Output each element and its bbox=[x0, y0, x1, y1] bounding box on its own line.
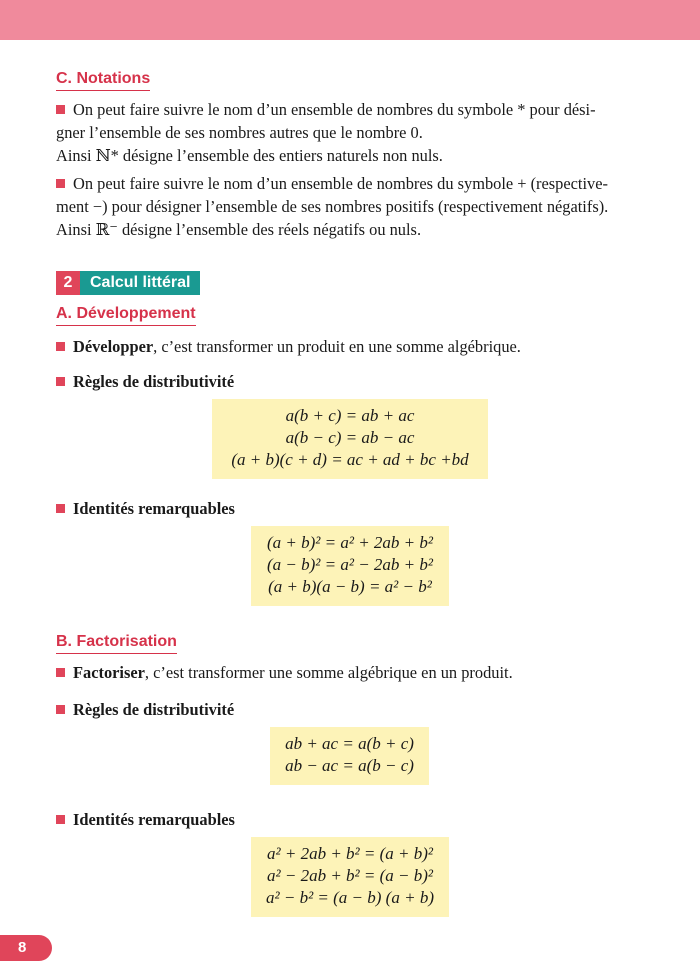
formula-line: (a + b)(a − b) = a² − b² bbox=[268, 577, 432, 596]
definition-factoriser: Factoriser, c’est transformer une somme algébrique en un produit. bbox=[56, 662, 513, 684]
notations-paragraph-1: On peut faire suivre le nom d’un ensemble de nombres du symbole * pour dési- gner l’ensemble de ses nombres autres que le nombre 0. Ainsi ℕ* désigne l’ensemble des entiers naturels non nuls. bbox=[56, 100, 596, 165]
bullet-icon bbox=[56, 504, 65, 513]
formula-line: (a − b)² = a² − 2ab + b² bbox=[267, 555, 433, 574]
bullet-icon bbox=[56, 179, 65, 188]
formula-line: a² − b² = (a − b) (a + b) bbox=[266, 888, 434, 907]
formula-line: a(b + c) = ab + ac bbox=[285, 406, 415, 425]
formula-box-identities-fact bbox=[251, 837, 449, 917]
section-number: 2 bbox=[56, 271, 80, 295]
formula-box-identities-dev bbox=[251, 526, 449, 606]
section-header-calcul-litteral bbox=[56, 271, 200, 295]
bullet-icon bbox=[56, 705, 65, 714]
formula-line: a² − 2ab + b² = (a − b)² bbox=[267, 866, 433, 885]
bullet-icon bbox=[56, 105, 65, 114]
page-number: 8 bbox=[0, 935, 52, 961]
bullet-icon bbox=[56, 815, 65, 824]
subsection-title-factorisation: B. Factorisation bbox=[56, 632, 177, 654]
formula-line: ab + ac = a(b + c) bbox=[285, 734, 414, 753]
top-banner bbox=[0, 0, 700, 40]
bullet-icon bbox=[56, 342, 65, 351]
subsection-title-developpement: A. Développement bbox=[56, 304, 196, 326]
identities-heading: Identités remarquables bbox=[56, 498, 235, 520]
formula-line: (a + b)² = a² + 2ab + b² bbox=[267, 533, 433, 552]
formula-line: (a + b)(c + d) = ac + ad + bc +bd bbox=[231, 450, 469, 469]
formula-box-distributivity-fact bbox=[270, 727, 429, 785]
notations-paragraph-2: On peut faire suivre le nom d’un ensemble de nombres du symbole + (respective- ment −) pour désigner l’ensemble de ses nombres positifs (respectivement négatifs). Ainsi ℝ⁻ désigne l’ensemble des réels négatifs ou nuls. bbox=[56, 174, 609, 239]
formula-line: ab − ac = a(b − c) bbox=[285, 756, 414, 775]
identities-heading: Identités remarquables bbox=[56, 809, 235, 831]
formula-line: a(b − c) = ab − ac bbox=[285, 428, 415, 447]
definition-developper: Développer, c’est transformer un produit en une somme algébrique. bbox=[56, 336, 521, 358]
bullet-icon bbox=[56, 668, 65, 677]
formula-box-distributivity-dev bbox=[212, 399, 488, 479]
rules-heading: Règles de distributivité bbox=[56, 371, 234, 393]
section-title: Calcul littéral bbox=[80, 271, 200, 295]
formula-line: a² + 2ab + b² = (a + b)² bbox=[267, 844, 433, 863]
subsection-title-notations: C. Notations bbox=[56, 69, 150, 91]
rules-heading: Règles de distributivité bbox=[56, 699, 234, 721]
bullet-icon bbox=[56, 377, 65, 386]
